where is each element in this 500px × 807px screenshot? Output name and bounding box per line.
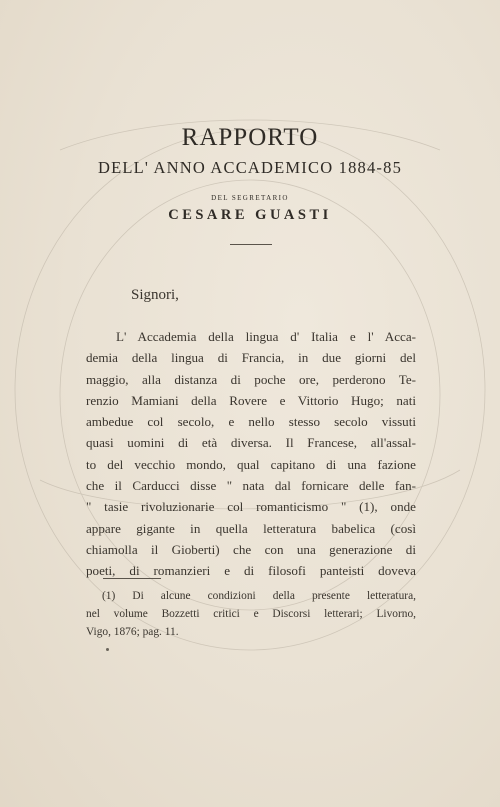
title-divider (230, 244, 272, 245)
text-line: poeti, di romanzieri e di filosofi panteisti doveva (86, 563, 416, 579)
text-line: chiamolla il Gioberti) che con una generazione di (86, 541, 416, 557)
text-line: quasi uomini di età diversa. Il Francese, all'assal- (86, 435, 416, 451)
text-line: to del vecchio mondo, qual capitano di una fazione (86, 456, 416, 472)
author-name: CESARE GUASTI (168, 207, 332, 223)
footnote-line: nel volume Bozzetti critici e Discorsi letterari; Livorno, (86, 608, 416, 620)
report-title: RAPPORTO (181, 124, 319, 151)
text-line: demia della lingua di Francia, in due giorni del (86, 350, 416, 366)
salutation: Signori, (131, 287, 179, 303)
text-line: maggio, alla distanza di poche ore, perderono Te- (86, 371, 416, 387)
text-line: che il Carducci disse " nata dal fornicare delle fan- (86, 478, 416, 494)
footnote (86, 587, 416, 641)
footnote-line: (1) Di alcune condizioni della presente letteratura, (102, 590, 416, 602)
body-paragraph (86, 326, 416, 582)
byline-label: DEL SEGRETARIO (211, 194, 289, 202)
text-line: appare gigante in quella letteratura babelica (così (86, 520, 416, 536)
text-line: " tasie rivoluzionarie col romanticismo " (1), onde (86, 499, 416, 515)
footnote-divider (103, 578, 161, 579)
ink-speck (106, 648, 109, 651)
text-line: ambedue col secolo, e nello stesso secolo vissuti (86, 414, 416, 430)
text-line: L' Accademia della lingua d' Italia e l' Acca- (116, 329, 416, 344)
report-subtitle: DELL' ANNO ACCADEMICO 1884-85 (97, 158, 403, 177)
text-line: renzio Mamiani della Rovere e Vittorio Hugo; nati (86, 392, 416, 408)
footnote-line: Vigo, 1876; pag. 11. (86, 626, 179, 638)
